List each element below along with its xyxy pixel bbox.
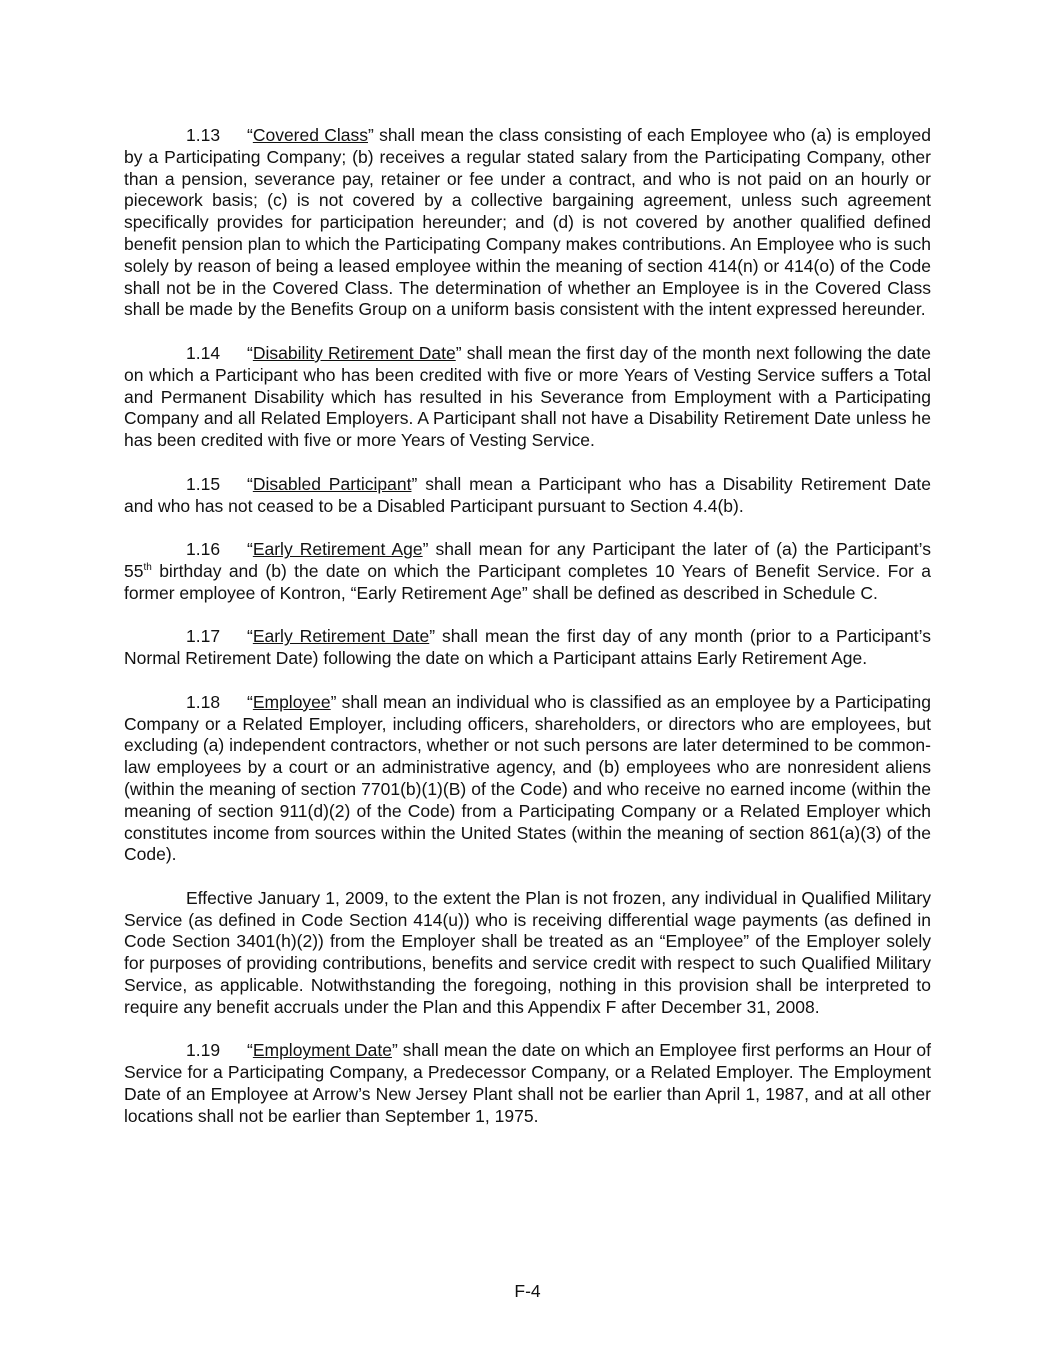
page-number: F-4 — [514, 1281, 541, 1301]
section-text: shall mean an individual who is classified as an employee by a Participating Company or a Related Employer, including officers, shareholders, or directors who are employees, but excluding (a) independent contractors, whether or not such persons are later determined to be common-law employees by a court or an administrative agency, and (b) employees who are nonresident aliens (within the meaning of section 7701(b)(1)(B) of the Code) and who receive no earned income (within the meaning of section 911(d)(2) of the Code) from a Participating Company or a Related Employer which constitutes income from sources within the United States (within the meaning of section 861(a)(3) of the Code). — [124, 691, 931, 865]
section-1-17: 1.17 “Early Retirement Date” shall mean the first day of any month (prior to a Participant’s Normal Retirement Date) following the date on which a Participant attains Early Retirement Age. — [124, 626, 931, 669]
ordinal-superscript: th — [143, 562, 152, 574]
section-number: 1.19 — [186, 1040, 221, 1061]
section-text: shall mean for any Participant the later of (a) the Participant’s 55 — [124, 539, 931, 581]
section-number: 1.17 — [186, 626, 221, 647]
section-1-15: 1.15 “Disabled Participant” shall mean a Participant who has a Disability Retirement Date and who has not ceased to be a Disabled Participant pursuant to Section 4.4(b). — [124, 473, 932, 516]
section-text: shall mean the first day of the month next following the date on which a Participant who has been credited with five or more Years of Vesting Service suffers a Total and Permanent Disability which has resulted in his Severance from Employment with a Participating Company and all Related Employers. A Participant shall not have a Disability Retirement Date unless he has been credited with five or more Years of Vesting Service. — [124, 342, 932, 451]
section-number: 1.18 — [186, 691, 221, 712]
section-text: shall mean the class consisting of each Employee who (a) is employed by a Participating Company; (b) receives a regular stated salary from the Participating Company, other than a pension, severance pay, retainer or fee under a contract, and who is not paid on an hourly or piecework basis; (c) is not covered by a collective bargaining agreement, unless such agreement specifically provides for participation hereunder; and (d) is not covered by another qualified defined benefit pension plan to which the Participating Company makes contributions. An Employee who is such solely by reason of being a leased employee within the meaning of section 414(n) or 414(o) of the Code shall not be in the Covered Class. The determination of whether an Employee is in the Covered Class shall be made by the Benefits Group on a uniform basis consistent with the intent expressed hereunder. — [124, 125, 931, 320]
defined-term: Disabled Participant — [252, 473, 412, 494]
defined-term: Early Retirement Date — [252, 626, 430, 647]
defined-term: Employee — [252, 691, 331, 712]
section-text: shall mean the first day of any month (prior to a Participant’s Normal Retirement Date) following the date on which a Participant attains Early Retirement Age. — [124, 626, 931, 669]
section-1-13: 1.13 “Covered Class” shall mean the class consisting of each Employee who (a) is employed by a Participating Company; (b) receives a regular stated salary from the Participating Company, other than a pension, severance pay, retainer or fee under a contract, and who is not paid on an hourly or piecework basis; (c) is not covered by a collective bargaining agreement, unless such agreement specifically provides for participation hereunder; and (d) is not covered by another qualified defined benefit pension plan to which the Participating Company makes contributions. An Employee who is such solely by reason of being a leased employee within the meaning of section 414(n) or 414(o) of the Code shall not be in the Covered Class. The determination of whether an Employee is in the Covered Class shall be made by the Benefits Group on a uniform basis consistent with the intent expressed hereunder. — [124, 125, 931, 320]
section-number: 1.16 — [186, 539, 221, 560]
section-text: shall mean a Participant who has a Disability Retirement Date and who has not ceased to be a Disabled Participant pursuant to Section 4.4(b). — [124, 473, 932, 516]
section-text: Effective January 1, 2009, to the extent the Plan is not frozen, any individual in Qualified Military Service (as defined in Code Section 414(u)) who is receiving differential wage payments (as defined in Code Section 3401(h)(2)) from the Employer shall be treated as an “Employee” of the Employer solely for purposes of providing contributions, benefits and service credit with respect to such Qualified Military Service, as applicable. Notwithstanding the foregoing, nothing in this provision shall be interpreted to require any benefit accruals under the Plan and this Appendix F after December 31, 2008. — [124, 887, 931, 1017]
section-1-18-continuation — [124, 888, 931, 1019]
section-number: 1.15 — [186, 473, 221, 494]
section-number: 1.13 — [186, 125, 221, 145]
section-number: 1.14 — [186, 342, 221, 363]
section-1-16: 1.16 “Early Retirement Age” shall mean for any Participant the later of (a) the Participant’s 55th birthday and (b) the date on which the Participant completes 10 Years of Benefit Service. For a former employee of Kontron, “Early Retirement Age” shall be defined as described in Schedule C. — [124, 539, 931, 603]
defined-term: Employment Date — [252, 1040, 392, 1061]
defined-term: Early Retirement Age — [252, 539, 423, 560]
document-body — [124, 125, 931, 1149]
section-text: shall mean the date on which an Employee first performs an Hour of Service for a Participating Company, a Predecessor Company, or a Related Employer. The Employment Date of an Employee at Arrow’s New Jersey Plant shall not be earlier than April 1, 1987, and at all other locations shall not be earlier than September 1, 1975. — [124, 1040, 931, 1126]
defined-term: Covered Class — [252, 125, 368, 145]
defined-term: Disability Retirement Date — [252, 342, 456, 363]
section-1-14: 1.14 “Disability Retirement Date” shall mean the first day of the month next following the date on which a Participant who has been credited with five or more Years of Vesting Service suffers a Total and Permanent Disability which has resulted in his Severance from Employment with a Participating Company and all Related Employers. A Participant shall not have a Disability Retirement Date unless he has been credited with five or more Years of Vesting Service. — [124, 342, 932, 451]
section-text-continued: birthday and (b) the date on which the Participant completes 10 Years of Benefit Service. For a former employee of Kontron, “Early Retirement Age” shall be defined as described in Schedule C. — [124, 560, 931, 603]
section-1-18: 1.18 “Employee” shall mean an individual who is classified as an employee by a Participating Company or a Related Employer, including officers, shareholders, or directors who are employees, but excluding (a) independent contractors, whether or not such persons are later determined to be common-law employees by a court or an administrative agency, and (b) employees who are nonresident aliens (within the meaning of section 7701(b)(1)(B) of the Code) and who receive no earned income (within the meaning of section 911(d)(2) of the Code) from a Participating Company or a Related Employer which constitutes income from sources within the United States (within the meaning of section 861(a)(3) of the Code). — [124, 691, 931, 865]
section-1-19: 1.19 “Employment Date” shall mean the date on which an Employee first performs an Hour of Service for a Participating Company, a Predecessor Company, or a Related Employer. The Employment Date of an Employee at Arrow’s New Jersey Plant shall not be earlier than April 1, 1987, and at all other locations shall not be earlier than September 1, 1975. — [124, 1040, 931, 1126]
